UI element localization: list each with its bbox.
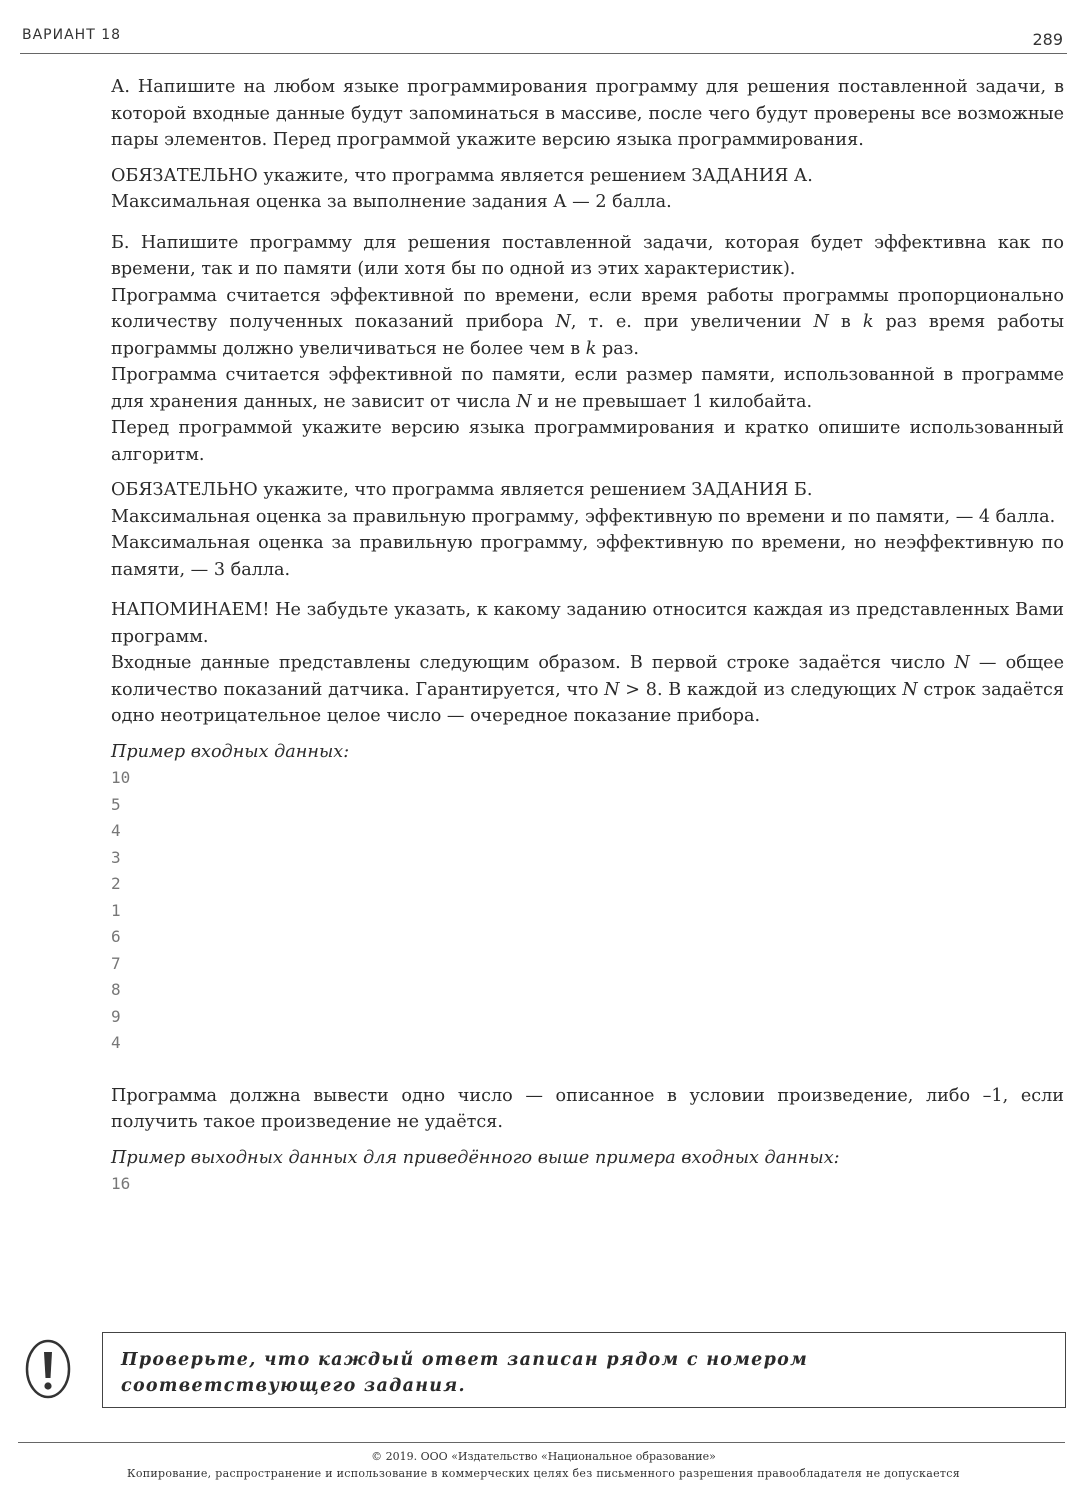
example-input-line: 1 [111,900,121,920]
example-input-line: 4 [111,821,121,840]
example-input-line: 2 [111,874,121,893]
algorithm-instruction: Перед программой укажите версию языка программирования и кратко опишите использованный алгоритм. [111,418,1064,465]
example-input-line: 6 [111,927,121,946]
notice-block [18,1332,1066,1408]
task-b-statement: Б. Напишите программу для решения поставленной задачи, которая будет эффективна как по времени, так и по памяти (или хотя бы по одной из этих характеристик). [111,232,1064,279]
task-b-max-score-partial: Максимальная оценка за правильную программу, эффективную по времени, но неэффективную по памяти, — 3 балла. [111,533,1064,580]
output-description: Программа должна вывести одно число — описанное в условии произведение, либо –1, если получить такое произведение не удаётся. [111,1085,1064,1132]
page-header [0,0,1087,56]
example-output-value: 16 [111,1174,131,1193]
example-input-line: 4 [111,1033,121,1052]
input-description: Входные данные представлены следующим образом. В первой строке задаётся число N — общее количество показаний датчика. Гарантируется, что N > 8. В каждой из следующих N строк задаётся одно неотрицательное целое число — очередное показание прибора. [111,653,1065,726]
exclamation-icon [24,1338,72,1400]
task-a-mandatory: ОБЯЗАТЕЛЬНО укажите, что программа является решением ЗАДАНИЯ А. [111,165,813,186]
task-b-mandatory: ОБЯЗАТЕЛЬНО укажите, что программа является решением ЗАДАНИЯ Б. [111,480,813,500]
task-b-max-score-full: Максимальная оценка за правильную программу, эффективную по времени и по памяти, — 4 балла. [111,506,1056,527]
footer-copyright: © 2019. ООО «Издательство «Национальное образование» [371,1450,716,1463]
example-input-label: Пример входных данных: [111,741,350,762]
header-divider [20,53,1067,54]
example-input-line: 10 [111,768,131,787]
example-input-line: 5 [111,794,121,814]
page-number: 289 [1032,30,1063,49]
example-input-line: 3 [111,847,121,867]
example-input-line: 8 [111,980,121,999]
time-efficiency-paragraph: Программа считается эффективной по времени, если время работы программы пропорционально количеству полученных показаний прибора N, т. е. при увеличении N в k раз время работы программы должно увеличиваться не более чем в k раз. [111,285,1064,359]
footer-divider [18,1442,1065,1443]
reminder-paragraph: НАПОМИНАЕМ! Не забудьте указать, к какому заданию относится каждая из представленных Вами программ. [111,600,1064,647]
example-input-line: 9 [111,1006,121,1026]
example-input-list [111,765,1064,1057]
footer-disclaimer: Копирование, распространение и использование в коммерческих целях без письменного разрешения правообладателя не допускается [127,1467,960,1480]
task-a-max-score: Максимальная оценка за выполнение задания А — 2 балла. [111,192,672,212]
task-a-statement: А. Напишите на любом языке программирования программу для решения поставленной задачи, в которой входные данные будут запоминаться в массиве, после чего будут проверены все возможные пары элементов. Перед программой укажите версию языка программирования. [111,77,1064,150]
example-output-label: Пример выходных данных для приведённого выше примера входных данных: [111,1147,840,1168]
main-content [111,74,1064,1198]
variant-label: ВАРИАНТ 18 [22,27,122,43]
notice-text: Проверьте, что каждый ответ записан рядом с номером соответствующего задания. [121,1350,809,1396]
memory-efficiency-paragraph: Программа считается эффективной по памяти, если размер памяти, использованной в программе для хранения данных, не зависит от числа N и не превышает 1 килобайта. [111,365,1064,412]
notice-frame [102,1332,1066,1408]
example-input-line: 7 [111,953,121,973]
